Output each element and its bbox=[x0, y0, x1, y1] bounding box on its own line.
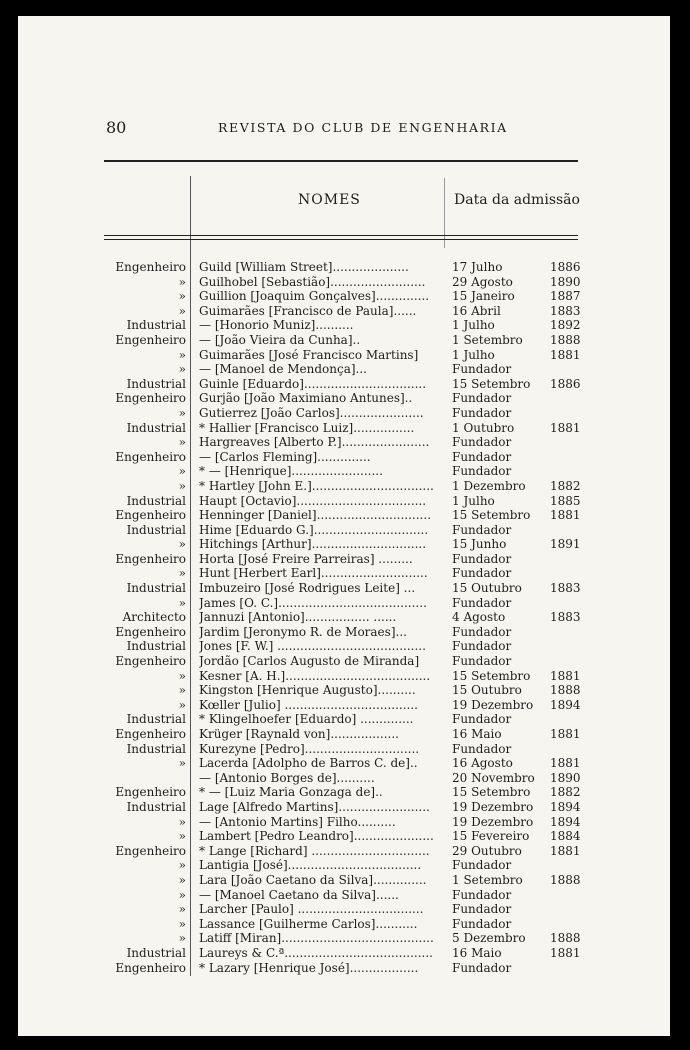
profession-cell: » bbox=[178, 303, 186, 318]
admission-date-cell: 1 Setembro bbox=[452, 872, 523, 887]
name-cell: * Hallier [Francisco Luiz]................ bbox=[199, 420, 415, 435]
admission-date-cell: 1 Dezembro bbox=[452, 478, 526, 493]
name-cell: Jardim [Jeronymo R. de Moraes]... bbox=[199, 624, 407, 639]
admission-date-cell: Fundador bbox=[452, 595, 512, 610]
name-cell: Lage [Alfredo Martins]........................ bbox=[199, 799, 430, 814]
name-cell: — [Antonio Martins] Filho.......... bbox=[199, 814, 396, 829]
names-column-header: NOMES bbox=[298, 192, 361, 208]
admission-date-cell: Fundador bbox=[452, 712, 512, 727]
admission-date-cell: 1 Setembro bbox=[452, 332, 523, 347]
table-row bbox=[18, 275, 670, 290]
table-row bbox=[18, 683, 670, 698]
admission-date-cell: 15 Setembro bbox=[452, 785, 531, 800]
profession-cell: » bbox=[178, 829, 186, 844]
table-row bbox=[18, 377, 670, 392]
admission-date-cell: Fundador bbox=[452, 916, 512, 931]
profession-cell: Industrial bbox=[126, 581, 186, 596]
admission-year-cell: 1894 bbox=[550, 814, 581, 829]
admission-date-cell: 1 Outubro bbox=[452, 420, 515, 435]
profession-cell: Industrial bbox=[126, 420, 186, 435]
table-row bbox=[18, 654, 670, 669]
name-cell: Lambert [Pedro Leandro]..................... bbox=[199, 829, 434, 844]
profession-cell: Engenheiro bbox=[115, 508, 186, 523]
admission-year-cell: 1881 bbox=[550, 420, 581, 435]
name-cell: Kingston [Henrique Augusto].......... bbox=[199, 683, 416, 698]
table-row bbox=[18, 902, 670, 917]
admission-date-cell: 15 Setembro bbox=[452, 668, 531, 683]
profession-cell: Engenheiro bbox=[115, 654, 186, 669]
admission-date-cell: 1 Julho bbox=[452, 318, 495, 333]
name-cell: James [O. C.]....................................... bbox=[199, 595, 427, 610]
admission-year-cell: 1881 bbox=[550, 668, 581, 683]
profession-cell: » bbox=[178, 814, 186, 829]
profession-cell: » bbox=[178, 289, 186, 304]
table-row bbox=[18, 289, 670, 304]
name-cell: Jones [F. W.] ....................................... bbox=[199, 639, 426, 654]
name-cell: Kurezyne [Pedro].............................. bbox=[199, 741, 420, 756]
admission-year-cell: 1881 bbox=[550, 347, 581, 362]
table-row bbox=[18, 815, 670, 830]
admission-year-cell: 1881 bbox=[550, 945, 581, 960]
table-row bbox=[18, 464, 670, 479]
profession-cell: Industrial bbox=[126, 318, 186, 333]
profession-cell: » bbox=[178, 595, 186, 610]
name-cell: Krüger [Raynald von].................. bbox=[199, 727, 399, 741]
admission-year-cell: 1883 bbox=[550, 303, 581, 318]
table-row bbox=[18, 348, 670, 363]
admission-date-cell: 5 Dezembro bbox=[452, 931, 526, 946]
admission-date-cell: 16 Agosto bbox=[452, 756, 513, 771]
profession-cell: Industrial bbox=[126, 376, 186, 391]
admission-year-cell: 1883 bbox=[550, 581, 581, 596]
admission-year-cell: 1890 bbox=[550, 770, 581, 785]
profession-cell: Engenheiro bbox=[115, 391, 186, 406]
table-row bbox=[18, 552, 670, 567]
admission-date-cell: 29 Agosto bbox=[452, 274, 513, 289]
admission-date-cell: 1 Julho bbox=[452, 493, 495, 508]
admission-date-cell: Fundador bbox=[452, 654, 512, 669]
member-list bbox=[18, 260, 670, 975]
name-cell: Lacerda [Adolpho de Barros C. de].. bbox=[199, 756, 418, 771]
profession-cell: » bbox=[178, 362, 186, 377]
name-cell: Guillion [Joaquim Gonçalves].............. bbox=[199, 289, 430, 304]
profession-cell: Engenheiro bbox=[115, 843, 186, 858]
table-row bbox=[18, 450, 670, 465]
admission-date-cell: 19 Dezembro bbox=[452, 799, 534, 814]
table-row bbox=[18, 639, 670, 654]
admission-date-cell: 15 Fevereiro bbox=[452, 829, 530, 844]
table-row bbox=[18, 625, 670, 640]
page-header bbox=[18, 118, 670, 138]
admission-year-cell: 1887 bbox=[550, 289, 581, 304]
admission-date-cell: Fundador bbox=[452, 566, 512, 581]
table-row bbox=[18, 800, 670, 815]
admission-year-cell: 1883 bbox=[550, 610, 581, 625]
name-cell: Guild [William Street].................... bbox=[199, 260, 409, 274]
profession-cell: » bbox=[178, 916, 186, 931]
table-row bbox=[18, 946, 670, 961]
profession-cell: » bbox=[178, 566, 186, 581]
admission-date-cell: 20 Novembro bbox=[452, 770, 535, 785]
profession-cell: » bbox=[178, 887, 186, 902]
table-row bbox=[18, 508, 670, 523]
admission-year-cell: 1894 bbox=[550, 697, 581, 712]
admission-date-cell: 16 Abril bbox=[452, 303, 501, 318]
name-cell: Guimarães [Francisco de Paula]...... bbox=[199, 303, 417, 318]
profession-cell: » bbox=[178, 683, 186, 698]
admission-date-cell: Fundador bbox=[452, 391, 512, 406]
name-cell: Imbuzeiro [José Rodrigues Leite] ... bbox=[199, 581, 416, 596]
name-cell: Laureys & C.ª....................................... bbox=[199, 945, 433, 960]
admission-year-cell: 1892 bbox=[550, 318, 581, 333]
admission-date-cell: 19 Dezembro bbox=[452, 697, 534, 712]
admission-date-cell: Fundador bbox=[452, 624, 512, 639]
profession-cell: Industrial bbox=[126, 945, 186, 960]
admission-date-cell: Fundador bbox=[452, 902, 512, 917]
admission-date-cell: Fundador bbox=[452, 464, 512, 479]
admission-date-cell: 29 Outubro bbox=[452, 843, 522, 858]
name-cell: — [Carlos Fleming].............. bbox=[199, 449, 371, 464]
admission-year-cell: 1888 bbox=[550, 332, 581, 347]
profession-cell: » bbox=[178, 872, 186, 887]
name-cell: Larcher [Paulo] ................................. bbox=[199, 902, 424, 917]
table-row bbox=[18, 391, 670, 406]
table-row bbox=[18, 771, 670, 786]
profession-cell: Engenheiro bbox=[115, 551, 186, 566]
admission-date-cell: 15 Outubro bbox=[452, 683, 522, 698]
admission-year-cell: 1890 bbox=[550, 274, 581, 289]
profession-cell: Engenheiro bbox=[115, 332, 186, 347]
page-number: 80 bbox=[106, 118, 127, 137]
profession-cell: » bbox=[178, 931, 186, 946]
name-cell: — [Manoel Caetano da Silva]...... bbox=[199, 887, 399, 902]
table-row bbox=[18, 931, 670, 946]
admission-year-cell: 1886 bbox=[550, 260, 581, 274]
name-cell: * — [Luiz Maria Gonzaga de].. bbox=[199, 785, 383, 800]
admission-date-cell: Fundador bbox=[452, 362, 512, 377]
name-cell: Hargreaves [Alberto P.]....................... bbox=[199, 435, 430, 450]
name-cell: Hitchings [Arthur].............................. bbox=[199, 537, 427, 552]
name-cell: * Lazary [Henrique José].................. bbox=[199, 960, 419, 975]
admission-date-cell: Fundador bbox=[452, 405, 512, 420]
name-cell: — [João Vieira da Cunha].. bbox=[199, 332, 361, 347]
admission-date-cell: 15 Setembro bbox=[452, 508, 531, 523]
admission-date-cell: 15 Janeiro bbox=[452, 289, 515, 304]
profession-cell: Industrial bbox=[126, 712, 186, 727]
admission-date-cell: 19 Dezembro bbox=[452, 814, 534, 829]
table-row bbox=[18, 479, 670, 494]
profession-cell: » bbox=[178, 902, 186, 917]
admission-date-cell: Fundador bbox=[452, 639, 512, 654]
document-page bbox=[18, 16, 670, 1036]
name-cell: Guimarães [José Francisco Martins] bbox=[199, 347, 419, 362]
table-row bbox=[18, 406, 670, 421]
table-row bbox=[18, 712, 670, 727]
header-column-divider bbox=[444, 178, 445, 248]
table-row bbox=[18, 844, 670, 859]
name-cell: * Klingelhoefer [Eduardo] .............. bbox=[199, 712, 414, 727]
name-cell: Jordão [Carlos Augusto de Miranda] bbox=[199, 654, 420, 669]
table-rule-top bbox=[104, 235, 578, 236]
table-row bbox=[18, 873, 670, 888]
admission-year-cell: 1882 bbox=[550, 478, 581, 493]
admission-year-cell: 1882 bbox=[550, 785, 581, 800]
admission-date-cell: Fundador bbox=[452, 887, 512, 902]
admission-year-cell: 1894 bbox=[550, 799, 581, 814]
name-cell: Horta [José Freire Parreiras] ......... bbox=[199, 551, 413, 566]
admission-date-cell: Fundador bbox=[452, 449, 512, 464]
name-cell: Haupt [Octavio].................................. bbox=[199, 493, 427, 508]
profession-cell: » bbox=[178, 858, 186, 873]
name-cell: Hunt [Herbert Earl]............................ bbox=[199, 566, 428, 581]
table-row bbox=[18, 362, 670, 377]
name-cell: Latiff [Miran]........................................ bbox=[199, 931, 434, 946]
name-cell: — [Honorio Muniz].......... bbox=[199, 318, 354, 333]
table-row bbox=[18, 858, 670, 873]
profession-cell: » bbox=[178, 756, 186, 771]
table-row bbox=[18, 596, 670, 611]
table-row bbox=[18, 537, 670, 552]
journal-title: REVISTA DO CLUB DE ENGENHARIA bbox=[218, 120, 508, 135]
admission-year-cell: 1881 bbox=[550, 756, 581, 771]
table-row bbox=[18, 756, 670, 771]
name-cell: Guilhobel [Sebastião]......................... bbox=[199, 274, 426, 289]
admission-date-cell: 15 Junho bbox=[452, 537, 507, 552]
table-row bbox=[18, 435, 670, 450]
name-cell: Henninger [Daniel].............................. bbox=[199, 508, 432, 523]
admission-year-cell: 1886 bbox=[550, 376, 581, 391]
profession-cell: » bbox=[178, 478, 186, 493]
profession-cell: Engenheiro bbox=[115, 449, 186, 464]
profession-cell: Engenheiro bbox=[115, 260, 186, 274]
profession-cell: Industrial bbox=[126, 522, 186, 537]
name-cell: * Hartley [John E.]................................ bbox=[199, 478, 434, 493]
profession-cell: » bbox=[178, 697, 186, 712]
profession-cell: Industrial bbox=[126, 639, 186, 654]
name-cell: — [Antonio Borges de].......... bbox=[199, 770, 375, 785]
table-row bbox=[18, 610, 670, 625]
admission-date-cell: 4 Agosto bbox=[452, 610, 506, 625]
name-cell: Gutierrez [João Carlos]...................... bbox=[199, 405, 424, 420]
admission-date-cell: 16 Maio bbox=[452, 727, 502, 741]
admission-column-header: Data da admissão bbox=[454, 192, 580, 208]
admission-year-cell: 1888 bbox=[550, 931, 581, 946]
admission-date-cell: 15 Outubro bbox=[452, 581, 522, 596]
name-cell: Lassance [Guilherme Carlos]........... bbox=[199, 916, 418, 931]
admission-year-cell: 1881 bbox=[550, 727, 581, 741]
table-row bbox=[18, 888, 670, 903]
name-cell: Lantigia [José]................................... bbox=[199, 858, 422, 873]
admission-date-cell: Fundador bbox=[452, 741, 512, 756]
admission-date-cell: 16 Maio bbox=[452, 945, 502, 960]
table-row bbox=[18, 917, 670, 932]
profession-cell: » bbox=[178, 537, 186, 552]
admission-year-cell: 1885 bbox=[550, 493, 581, 508]
table-row bbox=[18, 829, 670, 844]
table-row bbox=[18, 318, 670, 333]
admission-date-cell: 17 Julho bbox=[452, 260, 503, 274]
profession-cell: » bbox=[178, 435, 186, 450]
name-cell: Lara [João Caetano da Silva].............. bbox=[199, 872, 427, 887]
table-row bbox=[18, 961, 670, 976]
profession-cell: Engenheiro bbox=[115, 785, 186, 800]
admission-year-cell: 1884 bbox=[550, 829, 581, 844]
table-rule-bottom bbox=[104, 239, 578, 240]
table-row bbox=[18, 421, 670, 436]
name-cell: Hime [Eduardo G.].............................. bbox=[199, 522, 429, 537]
profession-cell: » bbox=[178, 405, 186, 420]
table-row bbox=[18, 333, 670, 348]
table-row bbox=[18, 698, 670, 713]
admission-date-cell: Fundador bbox=[452, 522, 512, 537]
profession-cell: Architecto bbox=[122, 610, 186, 625]
profession-cell: Engenheiro bbox=[115, 960, 186, 975]
name-cell: Gurjão [João Maximiano Antunes].. bbox=[199, 391, 413, 406]
admission-date-cell: Fundador bbox=[452, 960, 512, 975]
table-row bbox=[18, 742, 670, 757]
profession-cell: Engenheiro bbox=[115, 727, 186, 741]
profession-cell: » bbox=[178, 274, 186, 289]
table-row bbox=[18, 494, 670, 509]
table-row bbox=[18, 785, 670, 800]
table-row bbox=[18, 260, 670, 275]
name-cell: Kœller [Julio] ................................... bbox=[199, 697, 418, 712]
profession-cell: Industrial bbox=[126, 799, 186, 814]
admission-date-cell: 15 Setembro bbox=[452, 376, 531, 391]
admission-date-cell: Fundador bbox=[452, 435, 512, 450]
admission-date-cell: Fundador bbox=[452, 858, 512, 873]
admission-year-cell: 1888 bbox=[550, 683, 581, 698]
profession-cell: Industrial bbox=[126, 493, 186, 508]
name-cell: Kesner [A. H.]...................................... bbox=[199, 668, 431, 683]
profession-cell: » bbox=[178, 464, 186, 479]
header-rule bbox=[104, 160, 578, 162]
table-row bbox=[18, 304, 670, 319]
name-cell: Jannuzi [Antonio]................. ...... bbox=[199, 610, 397, 625]
admission-date-cell: Fundador bbox=[452, 551, 512, 566]
name-cell: Guinle [Eduardo]................................ bbox=[199, 376, 427, 391]
profession-cell: » bbox=[178, 668, 186, 683]
profession-cell: » bbox=[178, 347, 186, 362]
name-cell: * Lange [Richard] ............................... bbox=[199, 843, 430, 858]
table-row bbox=[18, 523, 670, 538]
admission-year-cell: 1888 bbox=[550, 872, 581, 887]
admission-date-cell: 1 Julho bbox=[452, 347, 495, 362]
admission-year-cell: 1891 bbox=[550, 537, 581, 552]
name-cell: * — [Henrique]........................ bbox=[199, 464, 383, 479]
name-cell: — [Manoel de Mendonça]... bbox=[199, 362, 367, 377]
admission-year-cell: 1881 bbox=[550, 508, 581, 523]
table-row bbox=[18, 669, 670, 684]
table-row bbox=[18, 727, 670, 742]
admission-year-cell: 1881 bbox=[550, 843, 581, 858]
table-row bbox=[18, 566, 670, 581]
profession-cell: Engenheiro bbox=[115, 624, 186, 639]
table-row bbox=[18, 581, 670, 596]
profession-cell: Industrial bbox=[126, 741, 186, 756]
